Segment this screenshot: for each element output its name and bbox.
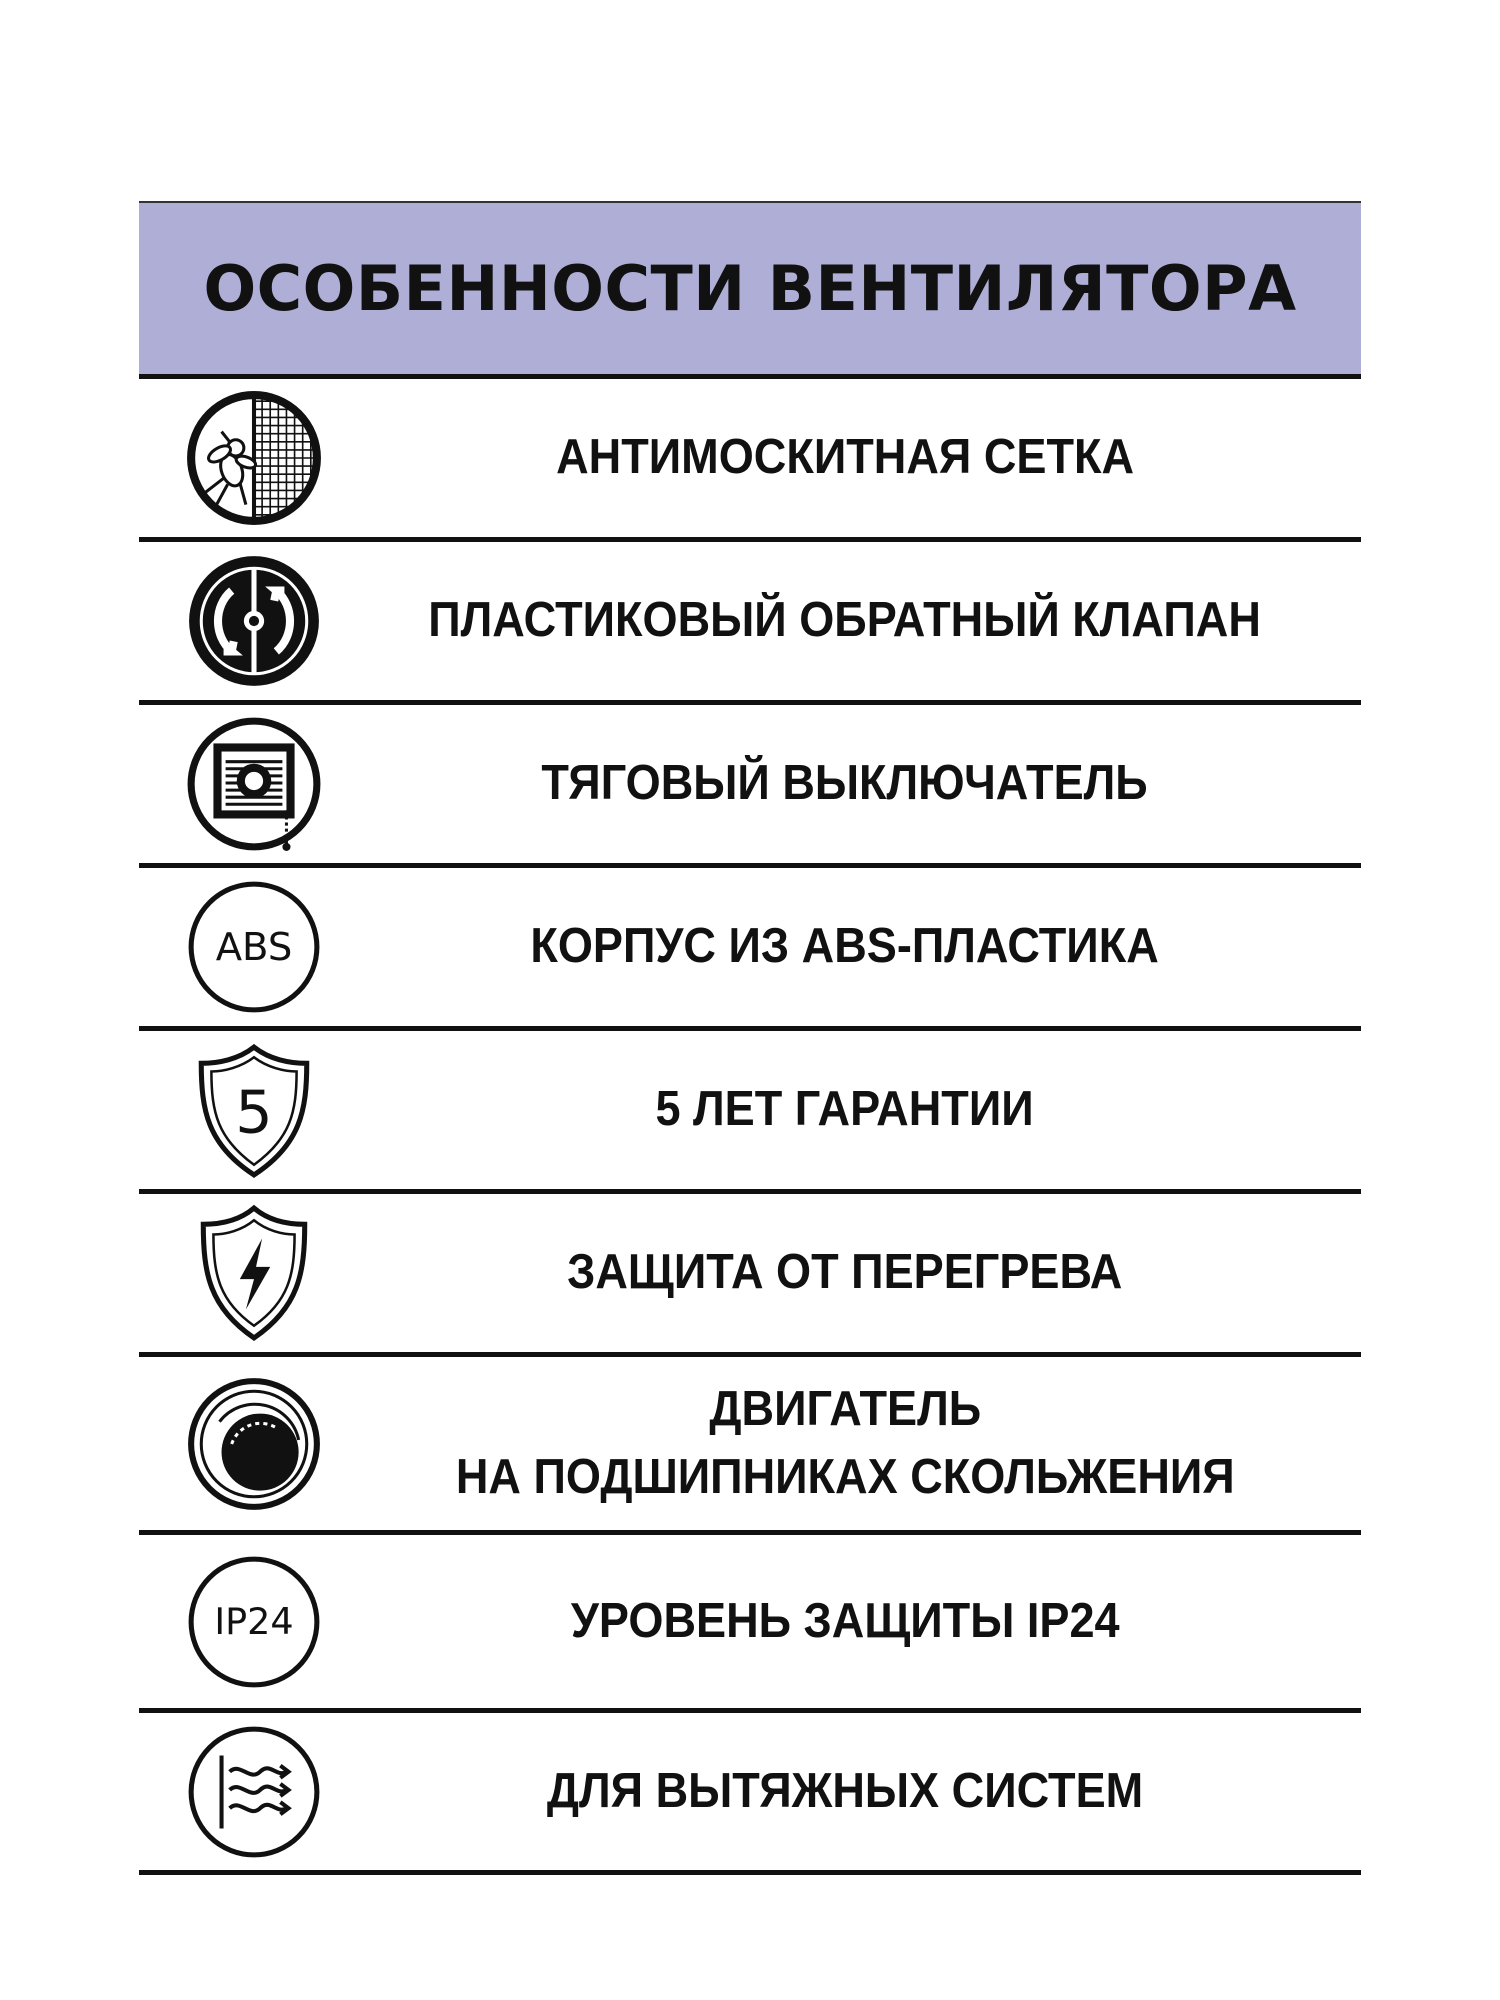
feature-label: КОРПУС ИЗ ABS-ПЛАСТИКА bbox=[530, 919, 1160, 974]
warranty-shield-icon bbox=[183, 1039, 325, 1181]
mosquito-net-icon bbox=[183, 387, 325, 529]
features-table bbox=[139, 201, 1361, 1875]
overheat-shield-icon bbox=[183, 1202, 325, 1344]
exhaust-airflow-icon bbox=[183, 1721, 325, 1863]
abs-icon bbox=[183, 876, 325, 1018]
feature-label: 5 ЛЕТ ГАРАНТИИ bbox=[655, 1082, 1035, 1137]
feature-row-pull-switch bbox=[139, 705, 1361, 868]
feature-row-bearing-motor bbox=[139, 1357, 1361, 1535]
ip24-icon-text: IP24 bbox=[214, 1599, 294, 1643]
warranty-icon-text: 5 bbox=[235, 1077, 273, 1147]
feature-label-line-1: ДВИГАТЕЛЬ bbox=[709, 1381, 981, 1436]
feature-label: УРОВЕНЬ ЗАЩИТЫ IP24 bbox=[570, 1593, 1120, 1648]
ip24-icon bbox=[183, 1551, 325, 1693]
feature-row-overheat bbox=[139, 1194, 1361, 1357]
feature-label-line-2: НА ПОДШИПНИКАХ СКОЛЬЖЕНИЯ bbox=[455, 1449, 1235, 1504]
feature-label: ДЛЯ ВЫТЯЖНЫХ СИСТЕМ bbox=[546, 1763, 1144, 1818]
feature-label: ЗАЩИТА ОТ ПЕРЕГРЕВА bbox=[567, 1245, 1123, 1300]
page-title: ОСОБЕННОСТИ ВЕНТИЛЯТОРА bbox=[203, 252, 1297, 325]
feature-label: ПЛАСТИКОВЫЙ ОБРАТНЫЙ КЛАПАН bbox=[428, 593, 1262, 648]
feature-label: ТЯГОВЫЙ ВЫКЛЮЧАТЕЛЬ bbox=[541, 756, 1149, 811]
pull-switch-icon bbox=[183, 713, 325, 855]
abs-icon-text: ABS bbox=[215, 925, 293, 971]
bearing-motor-icon bbox=[183, 1373, 325, 1515]
feature-row-warranty bbox=[139, 1031, 1361, 1194]
feature-row-mosquito-net bbox=[139, 379, 1361, 542]
feature-row-abs bbox=[139, 868, 1361, 1031]
feature-label bbox=[456, 1376, 1235, 1511]
feature-row-check-valve bbox=[139, 542, 1361, 705]
features-header bbox=[139, 201, 1361, 379]
feature-row-exhaust bbox=[139, 1713, 1361, 1875]
check-valve-icon bbox=[183, 550, 325, 692]
feature-row-ip24 bbox=[139, 1535, 1361, 1713]
feature-label: АНТИМОСКИТНАЯ СЕТКА bbox=[556, 430, 1134, 485]
